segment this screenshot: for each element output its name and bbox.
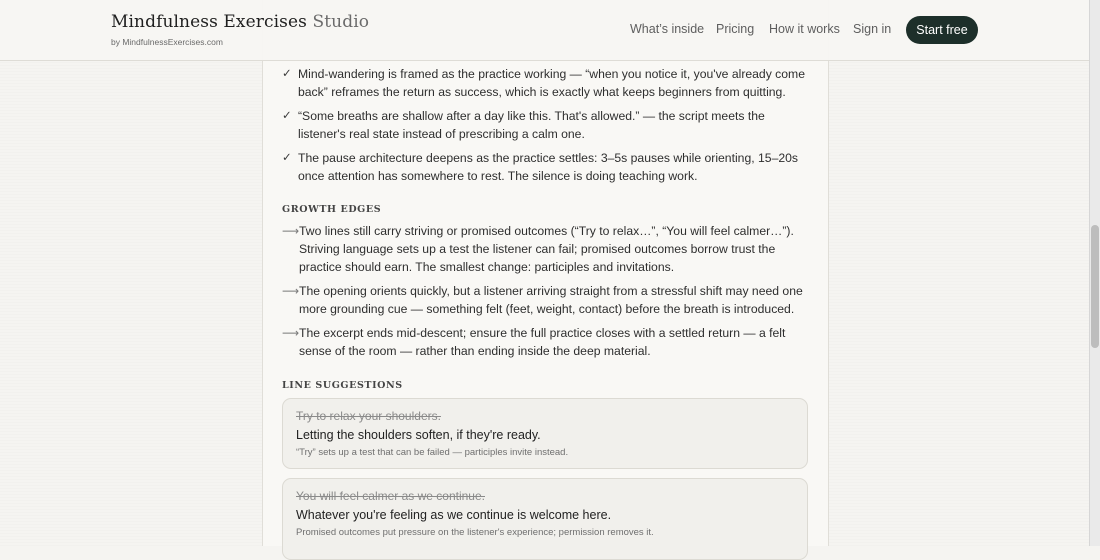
check-icon: ✓: [282, 68, 292, 80]
original-line: You will feel calmer as we continue.: [296, 489, 485, 503]
scrollbar[interactable]: [1089, 0, 1100, 546]
nav-how-it-works[interactable]: How it works: [769, 22, 840, 36]
growth-edges-heading: GROWTH EDGES: [282, 204, 382, 215]
growth-text: The excerpt ends mid-descent; ensure the full practice closes with a settled return — a felt sense of the room — rather than ending inside the deep material.: [299, 326, 786, 358]
start-free-button[interactable]: Start free: [906, 16, 978, 44]
brand-accent: Studio: [312, 12, 370, 32]
growth-text: The opening orients quickly, but a listener arriving straight from a stressful shift may need one more grounding cue — something felt (feet, weight, contact) before the breath is introduced.: [299, 284, 803, 316]
original-line: Try to relax your shoulders.: [296, 409, 441, 423]
growth-text: Two lines still carry striving or promised outcomes (“Try to relax…”, “You will feel calmer…”). Striving language sets up a test the listener can fail; promised outcomes borrow trust the practice should earn. The smallest change: participles and invitations.: [299, 224, 794, 274]
nav-pricing[interactable]: Pricing: [716, 22, 755, 36]
suggestion-card: [282, 398, 808, 469]
suggested-line: Letting the shoulders soften, if they're ready.: [296, 428, 541, 442]
growth-item: [282, 282, 802, 318]
strength-item: [282, 65, 805, 101]
suggestion-reason: “Try” sets up a test that can be failed — participles invite instead.: [296, 447, 569, 458]
strength-item: [282, 149, 802, 185]
line-suggestions-heading: LINE SUGGESTIONS: [282, 380, 403, 391]
strength-text: The pause architecture deepens as the practice settles: 3–5s pauses while orienting, 15–20s once attention has somewhere to rest. The silence is doing teaching work.: [298, 151, 798, 183]
check-icon: ✓: [282, 152, 292, 164]
scrollbar-thumb[interactable]: [1091, 225, 1099, 348]
suggestion-reason: Promised outcomes put pressure on the listener's experience; permission removes it.: [296, 527, 654, 538]
growth-item: [282, 222, 802, 276]
feedback-card: [262, 0, 829, 546]
nav-whats-inside[interactable]: What’s inside: [630, 22, 705, 36]
nav-sign-in[interactable]: Sign in: [853, 22, 892, 36]
suggestion-card: [282, 478, 808, 560]
arrow-right-icon: ⟶: [282, 326, 300, 340]
brand-main: Mindfulness Exercises: [111, 12, 307, 32]
arrow-right-icon: ⟶: [282, 284, 300, 298]
site-header: [0, 0, 1089, 61]
strength-text: “Some breaths are shallow after a day like this. That's allowed.” — the script meets the listener's real state instead of prescribing a calm one.: [298, 109, 765, 141]
strength-text: Mind-wandering is framed as the practice working — “when you notice it, you've already come back” reframes the return as success, which is exactly what keeps beginners from quitting.: [298, 67, 805, 99]
brand-subtitle: by MindfulnessExercises.com: [111, 37, 223, 47]
growth-item: [282, 324, 802, 360]
strength-item: [282, 107, 802, 143]
suggested-line: Whatever you're feeling as we continue is welcome here.: [296, 508, 612, 522]
arrow-right-icon: ⟶: [282, 224, 300, 238]
check-icon: ✓: [282, 110, 292, 122]
